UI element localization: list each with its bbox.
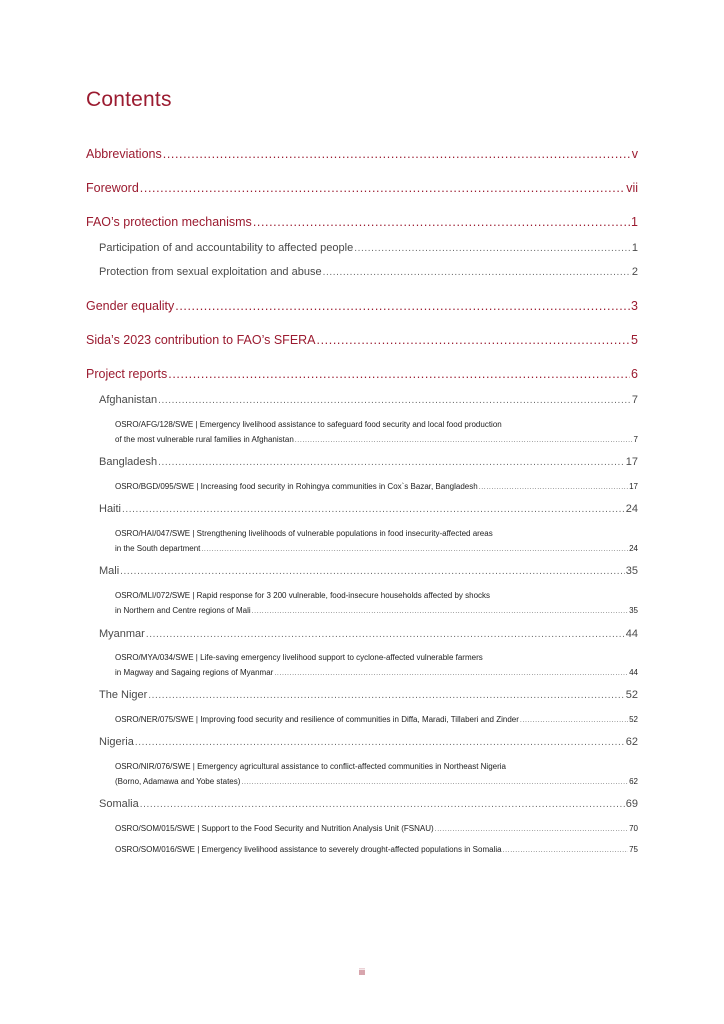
toc-entry[interactable] — [115, 715, 638, 724]
toc-entry-page: 24 — [629, 544, 638, 553]
toc-entry[interactable] — [86, 333, 638, 347]
toc-entry-page: 69 — [625, 798, 638, 810]
toc-entry[interactable] — [86, 215, 638, 229]
toc-entry-page: 62 — [629, 777, 638, 786]
toc-entry-page: 35 — [625, 565, 638, 577]
toc-entry-page: vii — [626, 181, 638, 195]
toc-leader — [317, 333, 631, 347]
toc-entry-line1: OSRO/HAI/047/SWE | Strengthening livelihoods of vulnerable populations in food insecurity-affected areas — [115, 529, 493, 538]
toc-leader — [122, 504, 625, 515]
toc-entry[interactable] — [99, 503, 638, 515]
toc-entry-page: 44 — [629, 668, 638, 677]
toc-entry[interactable] — [99, 266, 638, 278]
toc-entry[interactable] — [99, 798, 638, 810]
toc-entry-label: Mali — [99, 565, 120, 577]
toc-entry-label: in the South department — [115, 544, 201, 553]
toc-leader — [201, 546, 628, 553]
toc-leader — [274, 670, 628, 677]
toc-entry-label: OSRO/SOM/016/SWE | Emergency livelihood assistance to severely drought-affected populations in Somalia — [115, 845, 502, 854]
toc-entry[interactable] — [99, 456, 638, 468]
toc-leader — [120, 566, 625, 577]
toc-leader — [175, 299, 630, 313]
toc-entry-label: Myanmar — [99, 628, 145, 640]
toc-entry-label: in Magway and Sagaing regions of Myanmar — [115, 668, 274, 677]
toc-entry-line1: OSRO/AFG/128/SWE | Emergency livelihood assistance to safeguard food security and local food production — [115, 420, 502, 429]
toc-entry[interactable] — [115, 544, 638, 553]
toc-entry-page: 2 — [631, 266, 638, 278]
toc-leader — [520, 717, 628, 724]
toc-entry[interactable] — [99, 689, 638, 701]
toc-entry-label: of the most vulnerable rural families in Afghanistan — [115, 435, 294, 444]
toc-entry-page: 7 — [631, 394, 638, 406]
toc-entry-page: 1 — [631, 215, 638, 229]
toc-entry-label: Protection from sexual exploitation and abuse — [99, 266, 322, 278]
toc-leader — [323, 267, 631, 278]
toc-leader — [479, 484, 628, 491]
toc-entry-page: 75 — [629, 845, 638, 854]
toc-entry-page: 1 — [631, 242, 638, 254]
toc-entry[interactable] — [115, 777, 638, 786]
toc-entry[interactable] — [86, 181, 638, 195]
toc-entry-label: (Borno, Adamawa and Yobe states) — [115, 777, 241, 786]
toc-entry-page: 6 — [631, 367, 638, 381]
toc-leader — [241, 779, 628, 786]
toc-entry-page: 44 — [625, 628, 638, 640]
toc-entry-label: Project reports — [86, 367, 168, 381]
toc-entry-label: OSRO/NER/075/SWE | Improving food security and resilience of communities in Diffa, Maradi, Tillaberi and Zinder — [115, 715, 519, 724]
toc-entry-label: in Northern and Centre regions of Mali — [115, 606, 251, 615]
toc-entry-line1: OSRO/MLI/072/SWE | Rapid response for 3 200 vulnerable, food-insecure households affected by shocks — [115, 591, 491, 600]
toc-entry-page: 3 — [631, 299, 638, 313]
toc-entry[interactable] — [86, 367, 638, 381]
toc-leader — [253, 215, 630, 229]
toc-entry-label: Nigeria — [99, 736, 134, 748]
toc-entry-line1: OSRO/MYA/034/SWE | Life-saving emergency livelihood support to cyclone-affected vulnerable farmers — [115, 653, 483, 662]
toc-entry[interactable] — [99, 242, 638, 254]
toc-leader — [158, 457, 625, 468]
toc-entry[interactable] — [99, 565, 638, 577]
toc-entry-label: Bangladesh — [99, 456, 158, 468]
toc-entry-label: OSRO/BGD/095/SWE | Increasing food security in Rohingya communities in Cox`s Bazar, Bangladesh — [115, 482, 478, 491]
toc-leader — [503, 847, 629, 854]
toc-leader — [158, 395, 631, 406]
toc-entry[interactable] — [115, 435, 638, 444]
toc-leader — [354, 243, 631, 254]
toc-entry-label: OSRO/SOM/015/SWE | Support to the Food Security and Nutrition Analysis Unit (FSNAU) — [115, 824, 434, 833]
toc-entry-label: FAO’s protection mechanisms — [86, 215, 252, 229]
toc-entry[interactable] — [86, 299, 638, 313]
toc-leader — [148, 690, 624, 701]
toc-leader — [163, 147, 631, 161]
toc-entry[interactable] — [99, 736, 638, 748]
toc-leader — [435, 826, 628, 833]
toc-entry-page: 5 — [631, 333, 638, 347]
toc-entry-label: Gender equality — [86, 299, 175, 313]
toc-entry-label: Sida’s 2023 contribution to FAO’s SFERA — [86, 333, 316, 347]
toc-entry-label: Afghanistan — [99, 394, 158, 406]
toc-entry-label: Somalia — [99, 798, 139, 810]
page-title: Contents — [86, 88, 172, 111]
toc-entry[interactable] — [99, 628, 638, 640]
toc-entry[interactable] — [99, 394, 638, 406]
toc-entry-page: 52 — [625, 689, 638, 701]
toc-entry[interactable] — [115, 845, 638, 854]
page-number: iii — [359, 967, 365, 977]
toc-leader — [146, 629, 625, 640]
toc-entry[interactable] — [115, 668, 638, 677]
toc-entry-page: 17 — [625, 456, 638, 468]
toc-entry-label: Abbreviations — [86, 147, 162, 161]
toc-entry-label: Foreword — [86, 181, 139, 195]
toc-leader — [140, 799, 625, 810]
toc-entry-page: 7 — [633, 435, 638, 444]
toc-entry-page: v — [631, 147, 638, 161]
toc-leader — [168, 367, 630, 381]
toc-entry-page: 52 — [629, 715, 638, 724]
toc-entry-label: Haiti — [99, 503, 122, 515]
toc-entry[interactable] — [115, 606, 638, 615]
toc-entry[interactable] — [115, 482, 638, 491]
toc-entry-line1: OSRO/NIR/076/SWE | Emergency agricultural assistance to conflict-affected communities in Northeast Nigeria — [115, 762, 506, 771]
toc-entry-label: The Niger — [99, 689, 148, 701]
toc-entry[interactable] — [86, 147, 638, 161]
toc-leader — [295, 437, 633, 444]
toc-entry-label: Participation of and accountability to affected people — [99, 242, 354, 254]
toc-entry-page: 70 — [629, 824, 638, 833]
toc-leader — [140, 181, 625, 195]
toc-entry-page: 17 — [629, 482, 638, 491]
toc-entry-page: 35 — [629, 606, 638, 615]
toc-entry-page: 24 — [625, 503, 638, 515]
toc-entry[interactable] — [115, 824, 638, 833]
toc-entry-page: 62 — [625, 736, 638, 748]
toc-leader — [135, 737, 625, 748]
toc-leader — [252, 608, 628, 615]
